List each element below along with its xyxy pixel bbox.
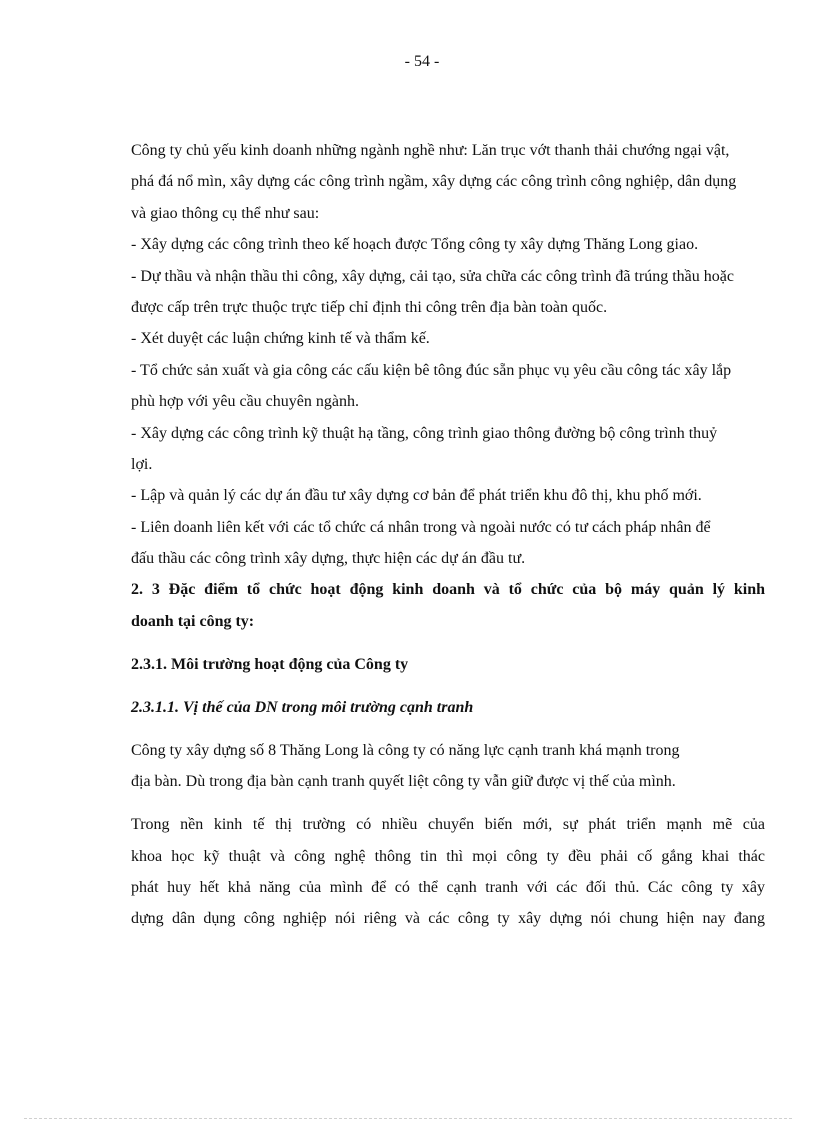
list-item-continuation: lợi. [131, 455, 153, 473]
text-line: và giao thông cụ thể như sau: [131, 204, 320, 222]
list-item: - Xét duyệt các luận chứng kinh tế và thẩm kế. [131, 330, 430, 348]
page-number: - 54 - [404, 53, 440, 70]
section-heading [131, 579, 765, 631]
list-item: - Liên doanh liên kết với các tổ chức cá nhân trong và ngoài nước có tư cách pháp nhân để [131, 518, 711, 536]
list-item: - Dự thầu và nhận thầu thi công, xây dựng, cải tạo, sửa chữa các công trình đã trúng thầu hoặc [131, 267, 734, 285]
text-line: Trong nền kinh tế thị trường có nhiều chuyển biến mới, sự phát triển mạnh mẽ của [131, 816, 765, 834]
text-line: phá đá nổ mìn, xây dựng các công trình ngầm, xây dựng các công trình công nghiệp, dân dụng [131, 173, 737, 191]
list-item: - Tổ chức sản xuất và gia công các cấu kiện bê tông đúc sẵn phục vụ yêu cầu công tác xây lắp [131, 361, 732, 379]
subsubsection-heading: 2.3.1.1. Vị thế của DN trong môi trường cạnh tranh [131, 698, 474, 716]
market-paragraph [131, 814, 765, 929]
section-heading-line: doanh tại công ty: [131, 612, 255, 630]
list-item-continuation: được cấp trên trực thuộc trực tiếp chỉ định thi công trên địa bàn toàn quốc. [131, 298, 608, 316]
position-paragraph [131, 740, 765, 792]
list-item: - Xây dựng các công trình theo kế hoạch được Tổng công ty xây dựng Thăng Long giao. [131, 236, 699, 254]
text-line: dựng dân dụng công nghiệp nói riêng và các công ty xây dựng nói chung hiện nay đang [131, 910, 765, 928]
document-body [131, 140, 765, 940]
text-line: khoa học kỹ thuật và công nghệ thông tin thì mọi công ty đều phải cố gắng khai thác [131, 847, 765, 865]
subsection-heading: 2.3.1. Môi trường hoạt động của Công ty [131, 655, 409, 673]
page-bottom-rule [24, 1118, 792, 1119]
text-line: Công ty chủ yếu kinh doanh những ngành nghề như: Lăn trục vớt thanh thải chướng ngại vật, [131, 142, 730, 159]
text-line: địa bàn. Dù trong địa bàn cạnh tranh quyết liệt công ty vẫn giữ được vị thế của mình. [131, 773, 676, 791]
list-item-continuation: phù hợp với yêu cầu chuyên ngành. [131, 393, 359, 411]
text-line: Công ty xây dựng số 8 Thăng Long là công ty có năng lực cạnh tranh khá mạnh trong [131, 741, 680, 759]
business-lines-list [131, 234, 765, 569]
intro-paragraph [131, 140, 765, 224]
list-item: - Xây dựng các công trình kỹ thuật hạ tầng, công trình giao thông đường bộ công trình thuỷ [131, 424, 718, 442]
text-line: phát huy hết khả năng của mình để có thể cạnh tranh với các đối thủ. Các công ty xây [131, 879, 765, 897]
section-heading-line: 2. 3 Đặc điểm tổ chức hoạt động kinh doanh và tổ chức của bộ máy quản lý kinh [131, 581, 765, 599]
list-item: - Lập và quản lý các dự án đầu tư xây dựng cơ bản để phát triển khu đô thị, khu phố mới. [131, 487, 702, 505]
list-item-continuation: đấu thầu các công trình xây dựng, thực hiện các dự án đầu tư. [131, 550, 526, 568]
